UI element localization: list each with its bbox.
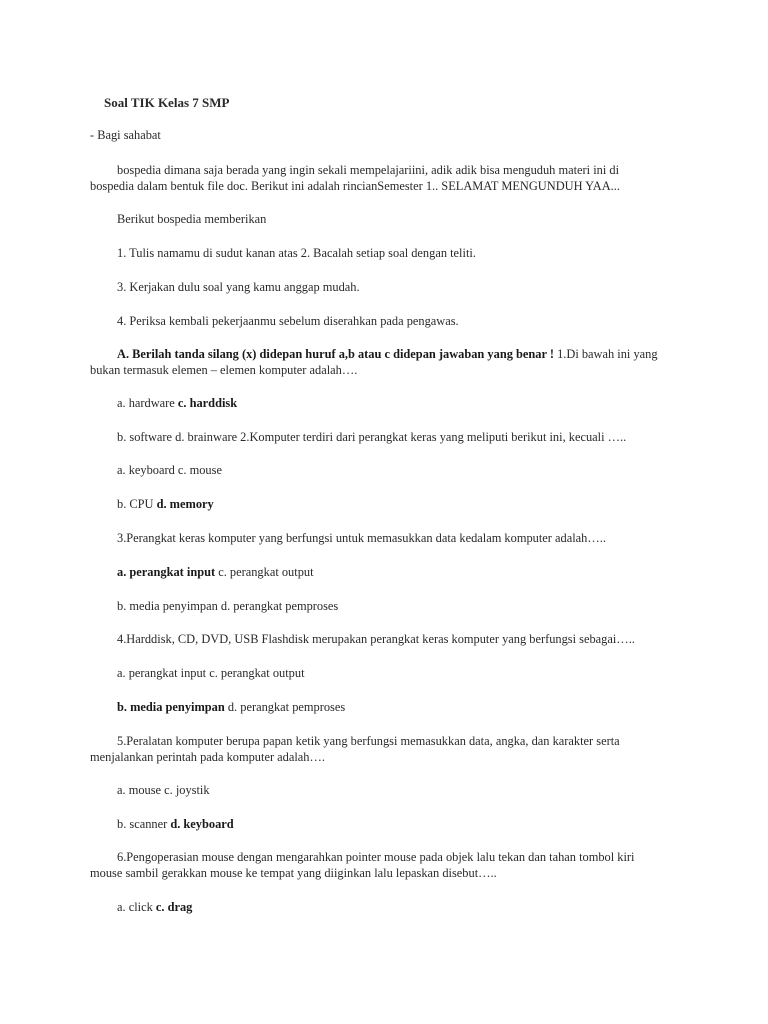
answer-line: b. media penyimpan d. perangkat pemproses bbox=[117, 599, 339, 613]
answer-key: d. memory bbox=[156, 497, 214, 511]
answer-line: a. keyboard c. mouse bbox=[117, 463, 222, 477]
rule-item: 3. Kerjakan dulu soal yang kamu anggap mudah. bbox=[117, 280, 360, 294]
option-text: a. hardware bbox=[117, 396, 178, 410]
answer-key: c. drag bbox=[155, 900, 193, 914]
answer-line: a. mouse c. joystik bbox=[117, 783, 210, 797]
answer-key: b. media penyimpan bbox=[117, 700, 225, 714]
section-a-paragraph bbox=[90, 346, 660, 378]
option-text: a. click bbox=[117, 900, 156, 914]
intro-paragraph: bospedia dimana saja berada yang ingin sekali mempelajariini, adik adik bisa menguduh materi ini di bospedia dalam bentuk file doc. Berikut ini adalah rincianSemester 1.. SELAMAT MENGUNDUH YAA... bbox=[90, 163, 620, 193]
question-5: 5.Peralatan komputer berupa papan ketik yang berfungsi memasukkan data, angka, dan karakter serta menjalankan perintah pada komputer adalah…. bbox=[90, 734, 620, 764]
question-3: 3.Perangkat keras komputer yang berfungsi untuk memasukkan data kedalam komputer adalah….. bbox=[117, 531, 606, 545]
answer-line bbox=[117, 816, 660, 832]
rule-item: 4. Periksa kembali pekerjaanmu sebelum diserahkan pada pengawas. bbox=[117, 314, 459, 328]
section-a-heading: A. Berilah tanda silang (x) didepan huruf a,b atau c didepan jawaban yang benar ! bbox=[117, 347, 554, 361]
answer-key: a. perangkat input bbox=[117, 565, 216, 579]
answer-line bbox=[117, 395, 660, 411]
greeting-line: - Bagi sahabat bbox=[90, 128, 161, 142]
question-4: 4.Harddisk, CD, DVD, USB Flashdisk merupakan perangkat keras komputer yang berfungsi sebagai….. bbox=[117, 632, 635, 646]
rule-item: 1. Tulis namamu di sudut kanan atas 2. Bacalah setiap soal dengan teliti. bbox=[117, 246, 476, 260]
document-title: Soal TIK Kelas 7 SMP bbox=[104, 95, 230, 110]
answer-line: a. perangkat input c. perangkat output bbox=[117, 666, 305, 680]
answer-line: b. software d. brainware 2.Komputer terdiri dari perangkat keras yang meliputi berikut ini, kecuali ….. bbox=[117, 430, 627, 444]
option-text: b. CPU bbox=[117, 497, 157, 511]
answer-line bbox=[117, 564, 660, 580]
answer-line bbox=[117, 496, 660, 512]
option-text: d. perangkat pemproses bbox=[224, 700, 346, 714]
answer-key: d. keyboard bbox=[170, 817, 234, 831]
option-text: b. scanner bbox=[117, 817, 171, 831]
answer-line bbox=[117, 699, 660, 715]
question-6: 6.Pengoperasian mouse dengan mengarahkan pointer mouse pada objek lalu tekan dan tahan tombol kiri mouse sambil gerakkan mouse ke tempat yang diiginkan lalu lepaskan disebut….. bbox=[90, 850, 635, 880]
subintro-line: Berikut bospedia memberikan bbox=[117, 212, 267, 226]
answer-line bbox=[117, 899, 660, 915]
option-text: c. perangkat output bbox=[215, 565, 314, 579]
answer-key: c. harddisk bbox=[177, 396, 238, 410]
question-1: 1.Di bawah ini yang bukan termasuk elemen – elemen komputer adalah…. bbox=[90, 347, 658, 377]
